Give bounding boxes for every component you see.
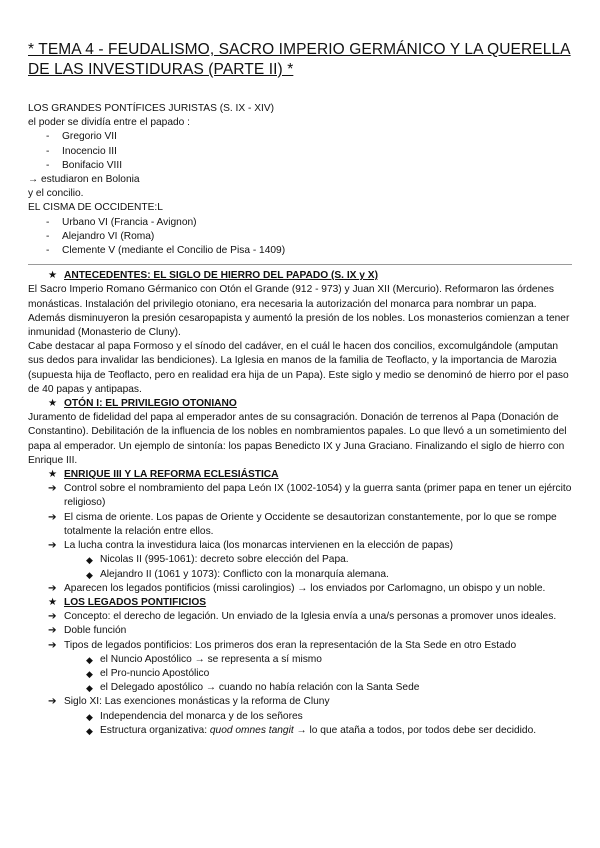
diamond-icon: ◆	[86, 654, 93, 665]
list-item	[28, 724, 572, 738]
list-item	[28, 539, 572, 553]
page-title: * TEMA 4 - FEUDALISMO, SACRO IMPERIO GERMÁNICO Y LA QUERELLA DE LAS INVESTIDURAS (PARTE II) *	[28, 41, 571, 78]
cisma-list	[28, 216, 572, 259]
enrique-heading	[28, 468, 572, 482]
list-item	[28, 610, 572, 624]
list-item	[28, 710, 572, 724]
legados-list-2	[28, 695, 572, 709]
star-icon: ★	[48, 596, 58, 608]
juristas-list	[28, 130, 572, 173]
list-item-text: Independencia del monarca y de los señores	[100, 710, 303, 722]
diamond-icon: ◆	[86, 668, 93, 679]
list-item: - Clemente V (mediante el Concilio de Pisa - 1409)	[28, 244, 572, 258]
list-item-text: Alejandro II (1061 y 1073): Conflicto con la monarquía alemana.	[100, 568, 389, 580]
list-item	[28, 511, 572, 539]
juristas-intro: el poder se dividía entre el papado :	[28, 117, 190, 129]
list-item-text: el Pro-nuncio Apostólico	[100, 667, 210, 679]
arrow-icon: ➔	[48, 540, 57, 552]
list-item: - Alejandro VI (Roma)	[28, 230, 572, 244]
juristas-heading: LOS GRANDES PONTÍFICES JURISTAS (S. IX - XIV)	[28, 103, 275, 114]
list-item	[28, 582, 572, 596]
latin-quote: quod omnes tangit	[209, 724, 294, 736]
list-item	[28, 639, 572, 653]
section-divider	[28, 264, 572, 265]
antecedentes-paragraph-2: Cabe destacar al papa Formoso y el sínodo del cadáver, en el cuál le hacen dos concilios, excomulgándole (amputan sus dedos para invalidar las bendiciones). La Iglesia en manos de la familia de Teoflacto, y la importancia de Marozia (supuesta hija de Teoflacto, pero en realidad era hija de un Papa). Este siglo y medio se denominó de hierro por el paso de 40 papas y antipapas.	[28, 341, 569, 395]
list-item-text: El cisma de oriente. Los papas de Oriente y Occidente se desautorizan constantemente, por lo que se rompe totalmente la relación entre ellos.	[64, 511, 557, 537]
heading-label: LOS LEGADOS PONTIFICIOS	[64, 596, 207, 608]
enrique-list-end	[28, 582, 572, 596]
list-item	[28, 482, 572, 510]
star-icon: ★	[48, 398, 58, 410]
list-item: - Inocencio III	[28, 145, 572, 159]
arrow-icon: ➔	[48, 511, 57, 523]
list-item-text: Tipos de legados pontificios: Los primeros dos eran la representación de la Sta Sede en otro Estado	[64, 639, 517, 651]
enrique-list	[28, 482, 572, 553]
list-item-text-end: → lo que ataña a todos, por todos debe ser decidido.	[293, 724, 537, 736]
list-item	[28, 667, 572, 681]
antecedentes-paragraph-1: El Sacro Imperio Romano Gérmanico con Otón el Grande (912 - 973) y Juan XII (Mercurio). Reformaron las órdenes monásticas. Instalación del privilegio otoniano, era necesaria la autorización del monarca para nombrar un papa. Además disminuyeron la presión cesaropapista y aumentó la presión de los nobles. Los monasterios comienzan a tener inmunidad (Monasterio de Cluny).	[28, 284, 570, 339]
list-item-text: Nicolas II (995-1061): decreto sobre elección del Papa.	[100, 554, 349, 566]
list-item: - Urbano VI (Francia - Avignon)	[28, 216, 572, 230]
heading-label: ENRIQUE III Y LA REFORMA ECLESIÁSTICA	[64, 469, 279, 481]
list-item	[28, 653, 572, 667]
list-item-text: Concepto: el derecho de legación. Un enviado de la Iglesia envía a una/s personas a promover unos ideales.	[64, 611, 557, 623]
list-item	[28, 681, 572, 695]
arrow-icon: ➔	[48, 483, 57, 495]
heading-label: ANTECEDENTES: EL SIGLO DE HIERRO DEL PAPADO (S. IX y X)	[64, 270, 378, 282]
oton-heading	[28, 397, 572, 411]
list-item: - Bonifacio VIII	[28, 159, 572, 173]
diamond-icon: ◆	[86, 725, 93, 736]
arrow-icon: ➔	[48, 625, 57, 637]
heading-label: OTÓN I: EL PRIVILEGIO OTONIANO	[64, 398, 237, 410]
star-icon: ★	[48, 469, 58, 481]
diamond-icon: ◆	[86, 683, 93, 694]
antecedentes-heading	[28, 269, 572, 283]
juristas-note-2: y el concilio.	[28, 188, 84, 200]
list-item-text: Estructura organizativa:	[100, 724, 210, 736]
list-item-text: Doble función	[64, 625, 127, 637]
list-item: - Gregorio VII	[28, 130, 572, 144]
legados-tipos-sublist	[28, 653, 572, 696]
arrow-icon: ➔	[48, 582, 57, 594]
legados-heading	[28, 596, 572, 610]
diamond-icon: ◆	[86, 569, 93, 580]
arrow-icon: ➔	[48, 639, 57, 651]
juristas-note: → estudiaron en Bolonia	[28, 174, 140, 186]
arrow-icon: ➔	[48, 696, 57, 708]
list-item-text: Aparecen los legados pontificios (missi carolingios) → los enviados por Carlomagno, un obispo y un noble.	[64, 582, 546, 594]
diamond-icon: ◆	[86, 711, 93, 722]
list-item	[28, 568, 572, 582]
list-item-text: Siglo XI: Las exenciones monásticas y la reforma de Cluny	[64, 696, 330, 708]
oton-paragraph: Juramento de fidelidad del papa al emperador antes de su consagración. Donación de terrenos al Papa (Donación de Constantino). Debilitación de la influencia de los nobles en nombramientos papales. Lo que llevó a un sometimiento del papa al emperador. Un ejemplo de sintonía: los papas Benedicto IX y Juna Graciano. Finalizando el siglo de hierro con Enrique III.	[28, 412, 567, 466]
arrow-icon: ➔	[48, 611, 57, 623]
document-body	[28, 102, 572, 738]
list-item	[28, 553, 572, 567]
list-item	[28, 695, 572, 709]
list-item-text: Control sobre el nombramiento del papa León IX (1002-1054) y la guerra santa (primer papa en tener un ejército religioso)	[64, 483, 572, 509]
list-item	[28, 624, 572, 638]
list-item-text: el Nuncio Apostólico → se representa a sí mismo	[100, 653, 322, 665]
legados-list	[28, 610, 572, 653]
enrique-sublist	[28, 553, 572, 581]
list-item-text: el Delegado apostólico → cuando no había relación con la Santa Sede	[100, 682, 420, 694]
cisma-heading: EL CISMA DE OCCIDENTE:L	[28, 202, 163, 214]
diamond-icon: ◆	[86, 555, 93, 566]
legados-siglo-sublist	[28, 710, 572, 738]
star-icon: ★	[48, 270, 58, 282]
list-item-text: La lucha contra la investidura laica (los monarcas intervienen en la elección de papas)	[64, 540, 454, 552]
